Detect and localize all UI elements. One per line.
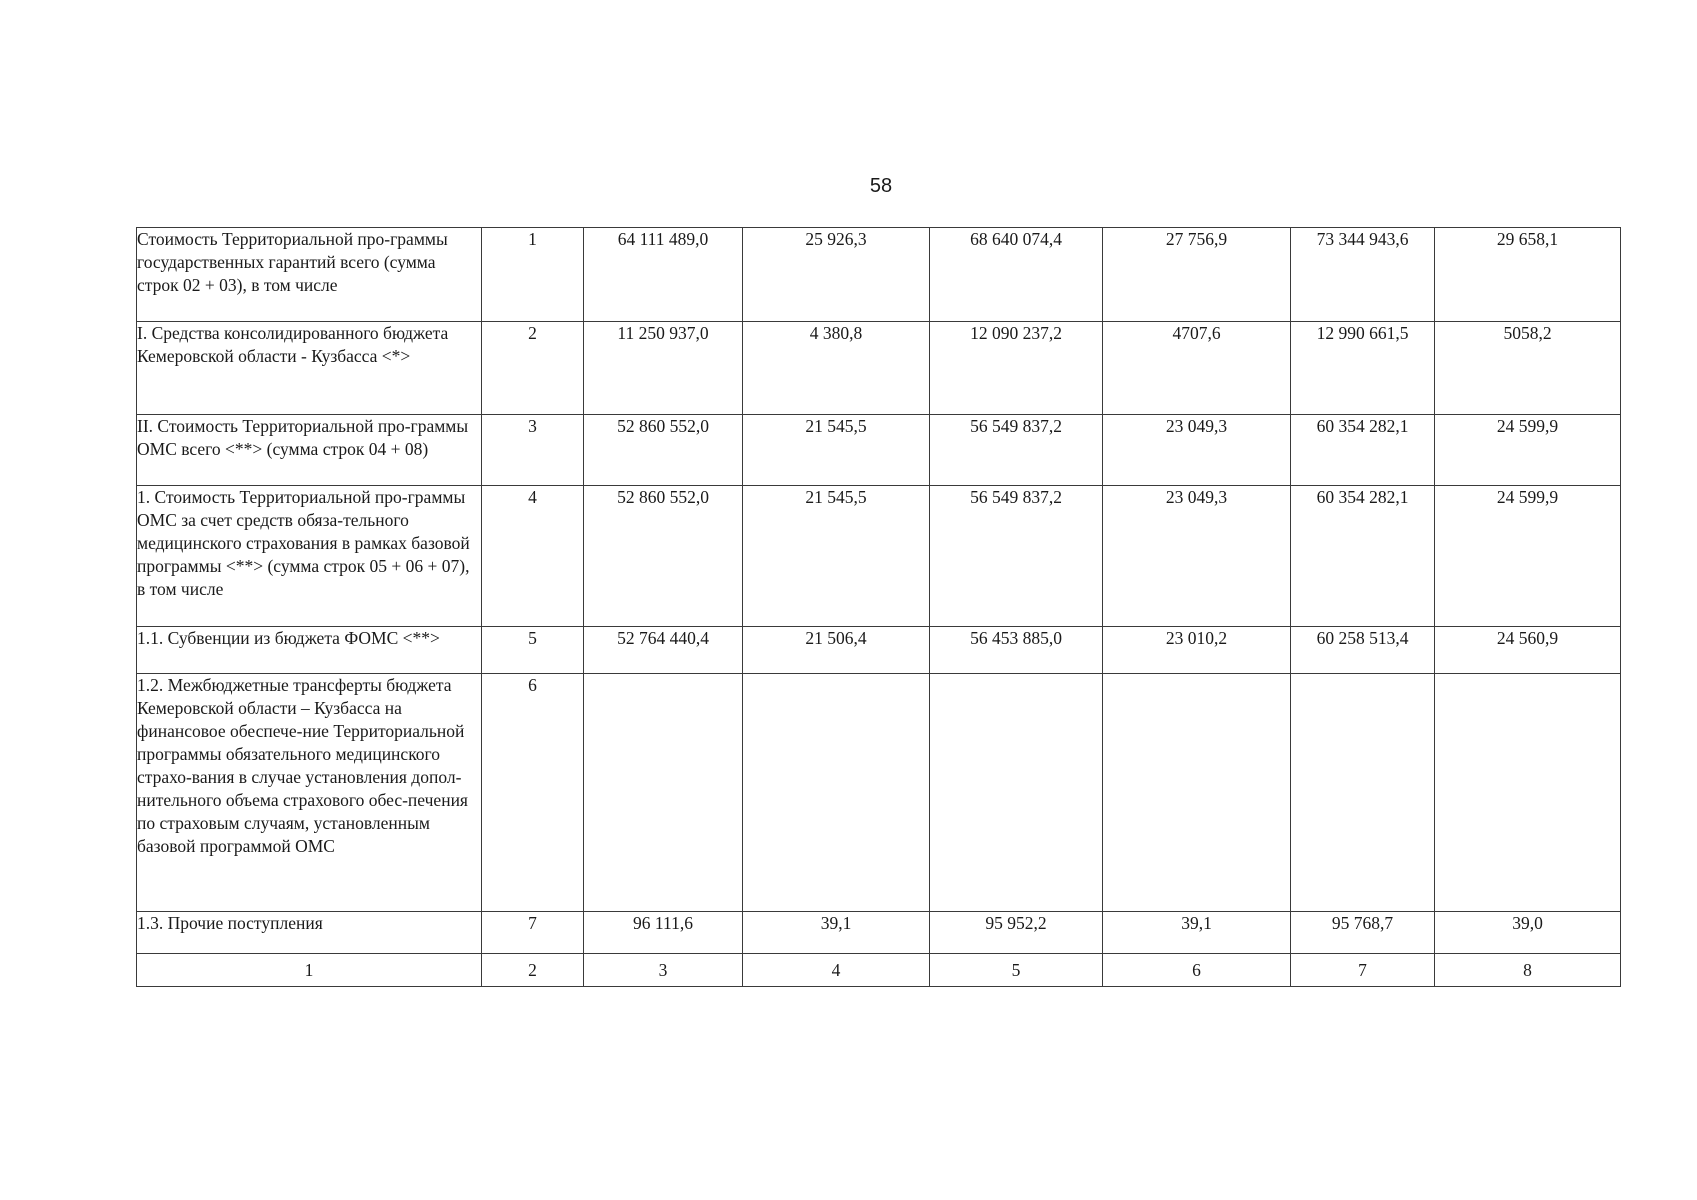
row-code: 4: [482, 486, 584, 627]
value-cell: [1435, 674, 1621, 912]
row-label: 1.2. Межбюджетные трансферты бюджета Кемеровской области – Кузбасса на финансовое обеспече-ние Территориальной программы обязательного медицинского страхо-вания в случае установления допол-нительного объема страхового обес-печения по страховым случаям, установленным базовой программой ОМС: [137, 674, 482, 912]
value-cell: 24 599,9: [1435, 415, 1621, 486]
table-row: [137, 228, 1621, 322]
budget-table: [136, 227, 1621, 987]
value-cell: 39,0: [1435, 912, 1621, 954]
value-cell: 39,1: [1103, 912, 1291, 954]
row-code: 2: [482, 322, 584, 415]
value-cell: 23 010,2: [1103, 627, 1291, 674]
value-cell: [1291, 674, 1435, 912]
value-cell: 12 090 237,2: [930, 322, 1103, 415]
row-label: 1.1. Субвенции из бюджета ФОМС <**>: [137, 627, 482, 674]
table-row: [137, 415, 1621, 486]
table-row: [137, 912, 1621, 954]
value-cell: 52 764 440,4: [584, 627, 743, 674]
value-cell: 56 453 885,0: [930, 627, 1103, 674]
value-cell: [930, 674, 1103, 912]
table-row: [137, 486, 1621, 627]
value-cell: 68 640 074,4: [930, 228, 1103, 322]
value-cell: 24 560,9: [1435, 627, 1621, 674]
value-cell: 5058,2: [1435, 322, 1621, 415]
column-number: 6: [1103, 954, 1291, 987]
value-cell: 21 545,5: [743, 415, 930, 486]
value-cell: 56 549 837,2: [930, 486, 1103, 627]
row-label: Стоимость Территориальной про-граммы государственных гарантий всего (сумма строк 02 + 03), в том числе: [137, 228, 482, 322]
column-number: 8: [1435, 954, 1621, 987]
value-cell: 12 990 661,5: [1291, 322, 1435, 415]
row-label: 1. Стоимость Территориальной про-граммы ОМС за счет средств обяза-тельного медицинского страхования в рамках базовой программы <**> (сумма строк 05 + 06 + 07), в том числе: [137, 486, 482, 627]
value-cell: 39,1: [743, 912, 930, 954]
value-cell: [584, 674, 743, 912]
row-code: 6: [482, 674, 584, 912]
column-number: 1: [137, 954, 482, 987]
column-number: 4: [743, 954, 930, 987]
value-cell: 24 599,9: [1435, 486, 1621, 627]
row-code: 7: [482, 912, 584, 954]
value-cell: 11 250 937,0: [584, 322, 743, 415]
row-code: 3: [482, 415, 584, 486]
value-cell: 52 860 552,0: [584, 415, 743, 486]
value-cell: 4 380,8: [743, 322, 930, 415]
value-cell: 60 258 513,4: [1291, 627, 1435, 674]
row-label: II. Стоимость Территориальной про-граммы ОМС всего <**> (сумма строк 04 + 08): [137, 415, 482, 486]
value-cell: 95 768,7: [1291, 912, 1435, 954]
column-number: 2: [482, 954, 584, 987]
column-number: 5: [930, 954, 1103, 987]
value-cell: 73 344 943,6: [1291, 228, 1435, 322]
row-label: 1.3. Прочие поступления: [137, 912, 482, 954]
row-label: I. Средства консолидированного бюджета Кемеровской области - Кузбасса <*>: [137, 322, 482, 415]
table-row: [137, 627, 1621, 674]
table-row: [137, 322, 1621, 415]
value-cell: 4707,6: [1103, 322, 1291, 415]
column-number: 3: [584, 954, 743, 987]
page-number: 58: [869, 175, 893, 197]
column-number: 7: [1291, 954, 1435, 987]
value-cell: 60 354 282,1: [1291, 415, 1435, 486]
row-code: 1: [482, 228, 584, 322]
value-cell: 60 354 282,1: [1291, 486, 1435, 627]
value-cell: 56 549 837,2: [930, 415, 1103, 486]
value-cell: 21 506,4: [743, 627, 930, 674]
value-cell: 95 952,2: [930, 912, 1103, 954]
table-row: [137, 674, 1621, 912]
value-cell: 23 049,3: [1103, 415, 1291, 486]
value-cell: [1103, 674, 1291, 912]
value-cell: 52 860 552,0: [584, 486, 743, 627]
value-cell: 23 049,3: [1103, 486, 1291, 627]
value-cell: 25 926,3: [743, 228, 930, 322]
value-cell: 64 111 489,0: [584, 228, 743, 322]
value-cell: 29 658,1: [1435, 228, 1621, 322]
value-cell: [743, 674, 930, 912]
value-cell: 27 756,9: [1103, 228, 1291, 322]
row-code: 5: [482, 627, 584, 674]
value-cell: 96 111,6: [584, 912, 743, 954]
column-number-row: [137, 954, 1621, 987]
value-cell: 21 545,5: [743, 486, 930, 627]
